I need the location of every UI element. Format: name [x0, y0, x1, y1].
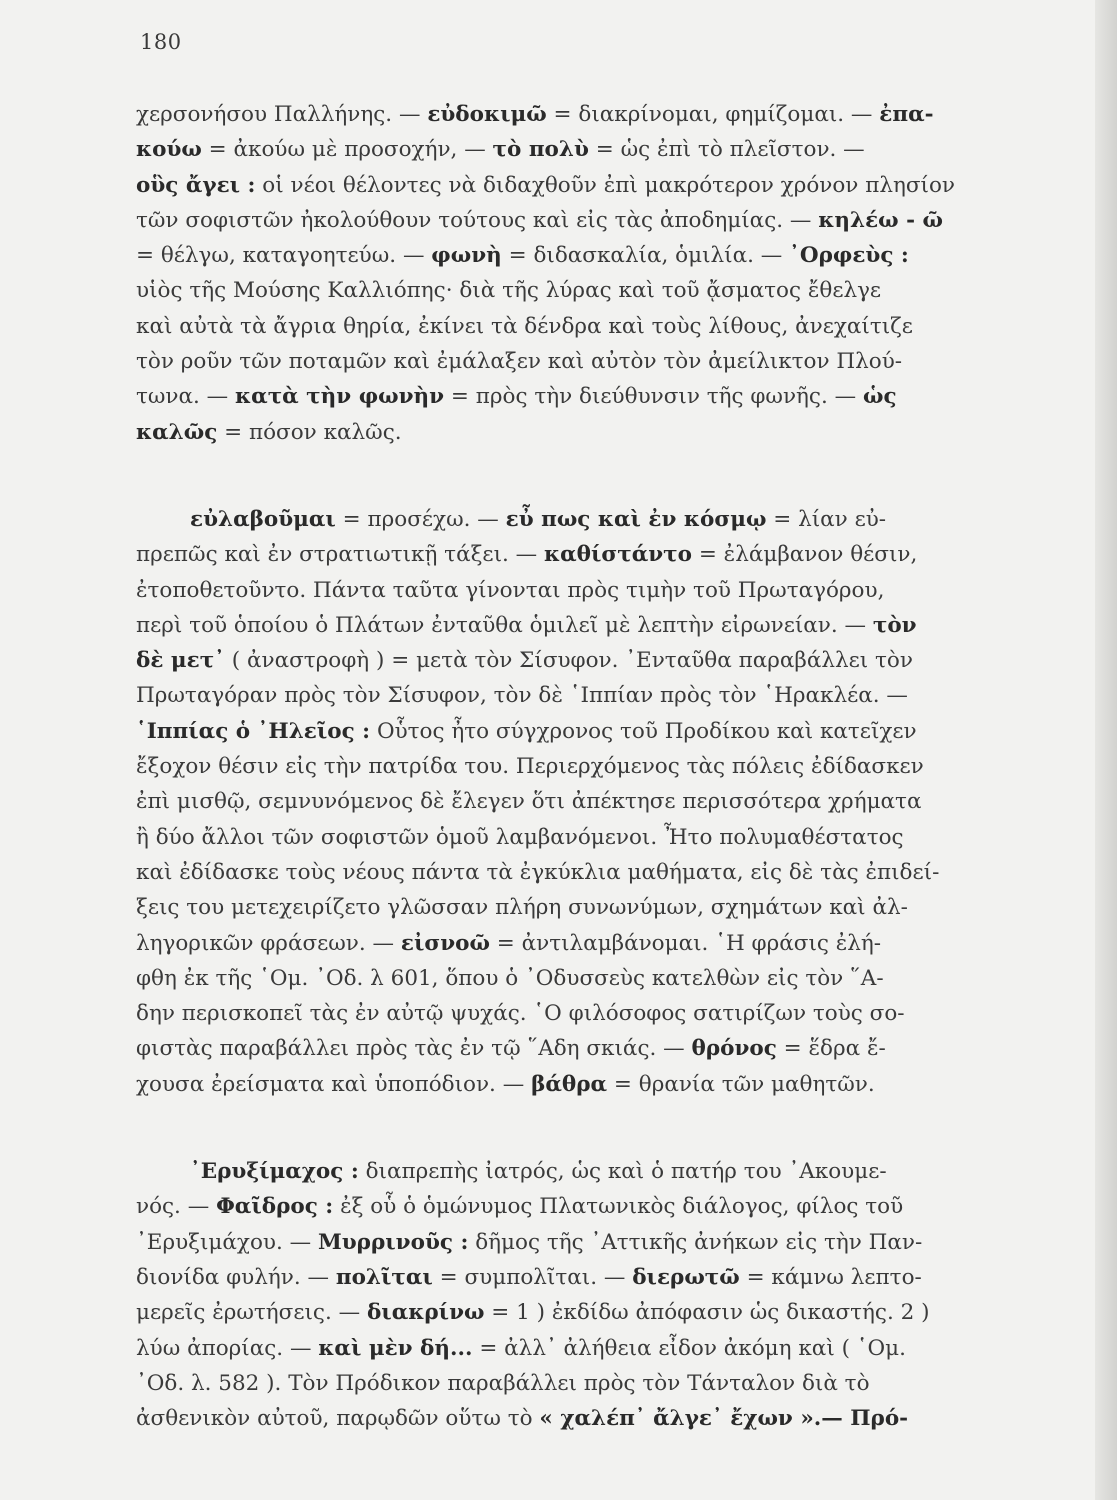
gloss-text: φθη ἐκ τῆς ῾Ομ. ᾿Οδ. λ 601, ὅπου ὁ ᾿Οδυσσεὺς κατελθὼν εἰς τὸν ῞Α- — [136, 965, 884, 991]
headword: εὖ πως καὶ ἐν κόσμῳ — [505, 506, 767, 532]
gloss-text: = ἕδρα ἔ- — [776, 1036, 886, 1062]
text-line — [136, 820, 980, 855]
text-line — [136, 1031, 980, 1066]
text-line — [136, 1260, 980, 1295]
gloss-text: ᾿Οδ. λ. 582 ). Τὸν Πρόδικον παραβάλλει πρὸς τὸν Τάνταλον διὰ τὸ — [136, 1370, 870, 1396]
gloss-text: = ἀντιλαμβάνομαι. ῾Η φράσις ἐλή- — [489, 930, 882, 956]
gloss-text: ἢ δύο ἄλλοι τῶν σοφιστῶν ὁμοῦ λαμβανόμενοι. Ἦτο πολυμαθέστατος — [136, 824, 904, 850]
headword: φωνὴ — [431, 243, 502, 269]
headword: διακρίνω — [366, 1300, 485, 1326]
gloss-text: δῆμος τῆς ᾿Αττικῆς ἀνήκων εἰς τὴν Παν- — [468, 1229, 923, 1255]
gloss-text: περὶ τοῦ ὁποίου ὁ Πλάτων ἐνταῦθα ὁμιλεῖ μὲ λεπτὴν εἰρωνείαν. — — [136, 612, 873, 638]
gloss-text: ξεις του μετεχειρίζετο γλῶσσαν πλήρη συνωνύμων, σχημάτων καὶ ἀλ- — [136, 895, 908, 921]
text-line — [136, 415, 980, 450]
gloss-text: ἐτοποθετοῦντο. Πάντα ταῦτα γίνονται πρὸς τιμὴν τοῦ Πρωταγόρου, — [136, 577, 885, 603]
gloss-text: ᾿Ερυξιμάχου. — — [136, 1229, 318, 1255]
headword: πολῖται — [335, 1264, 433, 1290]
gloss-text: = πόσον καλῶς. — [217, 419, 402, 445]
headword: τὸν — [872, 612, 917, 638]
text-line — [136, 1189, 980, 1224]
text-line — [136, 1401, 980, 1436]
headword: καλῶς — [136, 419, 218, 445]
gloss-text: ἀσθενικὸν αὐτοῦ, παρῳδῶν οὕτω τὸ — [136, 1406, 540, 1432]
text-line — [136, 379, 980, 414]
gloss-text: τὸν ροῦν τῶν ποταμῶν καὶ ἐμάλαξεν καὶ αὐτὸν τὸν ἀμείλικτον Πλού- — [136, 349, 903, 375]
gloss-text: = 1 ) ἐκδίδω ἀπόφασιν ὡς δικαστής. 2 ) — [484, 1300, 930, 1326]
gloss-text: = πρὸς τὴν διεύθυνσιν τῆς φωνῆς. — — [444, 384, 863, 410]
text-line — [136, 643, 980, 678]
headword: ὡς — [862, 384, 897, 410]
paragraph — [136, 97, 980, 450]
gloss-text: ἐξ οὗ ὁ ὁμώνυμος Πλατωνικὸς διάλογος, φίλος τοῦ — [333, 1194, 904, 1220]
text-line — [136, 573, 980, 608]
text-line — [136, 678, 980, 713]
gloss-text: οἱ νέοι θέλοντες νὰ διδαχθοῦν ἐπὶ μακρότερον χρόνον πλησίον — [255, 172, 955, 198]
headword: Φαῖδρος : — [216, 1194, 334, 1220]
text-line — [136, 502, 980, 537]
text-line — [136, 1331, 980, 1366]
gloss-text: = διδασκαλία, ὁμιλία. — — [501, 243, 790, 269]
text-line — [136, 784, 980, 819]
gloss-text: = προσέχω. — — [335, 506, 506, 532]
headword: κηλέω - ῶ — [818, 207, 943, 233]
gloss-text: = κάμνω λεπτο- — [739, 1264, 922, 1290]
text-line — [136, 1067, 980, 1102]
text-line — [136, 996, 980, 1031]
headword: Μυρρινοῦς : — [317, 1229, 469, 1255]
paragraph-gap — [136, 1102, 980, 1154]
gloss-text: καὶ αὐτὰ τὰ ἄγρια θηρία, ἐκίνει τὰ δένδρα καὶ τοὺς λίθους, ἀνεχαίτιζε — [136, 313, 913, 339]
gloss-text: Πρωταγόραν πρὸς τὸν Σίσυφον, τὸν δὲ ῾Ιππίαν πρὸς τὸν ῾Ηρακλέα. — — [136, 683, 908, 709]
gloss-text: υἱὸς τῆς Μούσης Καλλιόπης· διὰ τῆς λύρας καὶ τοῦ ᾄσματος ἔθελγε — [136, 278, 882, 304]
text-line — [136, 344, 980, 379]
gloss-text: = λίαν εὐ- — [766, 506, 887, 532]
text-line — [136, 97, 980, 132]
gloss-text: δην περισκοπεῖ τὰς ἐν αὐτῷ ψυχάς. ῾Ο φιλόσοφος σατιρίζων τοὺς σο- — [136, 1001, 905, 1027]
text-line — [136, 309, 980, 344]
gloss-text: διονίδα φυλήν. — — [136, 1264, 336, 1290]
gloss-text: μερεῖς ἐρωτήσεις. — — [136, 1300, 367, 1326]
paragraph — [136, 1154, 980, 1436]
gloss-text: τωνα. — — [136, 384, 236, 410]
gloss-text: ( ἀναστροφὴ ) = μετὰ τὸν Σίσυφον. ᾿Ενταῦθα παραβάλλει τὸν — [224, 648, 913, 674]
text-line — [136, 537, 980, 572]
gloss-text: = διακρίνομαι, φημίζομαι. — — [546, 102, 880, 127]
text-line — [136, 1154, 980, 1189]
gloss-text: = ἀκούω μὲ προσοχήν, — — [201, 137, 493, 163]
text-line — [136, 273, 980, 308]
text-line — [136, 203, 980, 238]
text-line — [136, 890, 980, 925]
gloss-text: χουσα ἐρείσματα καὶ ὑποπόδιον. — — [136, 1071, 532, 1097]
page-edge-shadow — [1095, 0, 1117, 1500]
headword: ᾿Ορφεὺς : — [789, 243, 909, 269]
gloss-text: Οὗτος ἦτο σύγχρονος τοῦ Προδίκου καὶ κατεῖχεν — [370, 718, 917, 744]
text-block — [136, 97, 980, 1436]
gloss-text: διαπρεπὴς ἰατρός, ὡς καὶ ὁ πατήρ του ᾿Ακουμε- — [358, 1159, 887, 1185]
gloss-text: λύω ἀπορίας. — — [136, 1335, 319, 1361]
headword: εὐλαβοῦμαι — [190, 506, 336, 532]
gloss-text: ληγορικῶν φράσεων. — — [136, 930, 401, 956]
gloss-text: = συμπολῖται. — — [432, 1264, 633, 1290]
text-line — [136, 1225, 980, 1260]
text-line — [136, 1366, 980, 1401]
headword: διερωτῶ — [632, 1264, 740, 1290]
text-line — [136, 926, 980, 961]
gloss-text: πρεπῶς καὶ ἐν στρατιωτικῇ τάξει. — — [136, 542, 544, 568]
headword: δὲ μετ᾿ — [136, 648, 225, 674]
headword: καθίστάντο — [544, 542, 692, 568]
page-number: 180 — [140, 30, 182, 54]
gloss-text: τῶν σοφιστῶν ἠκολούθουν τούτους καὶ εἰς τὰς ἀποδημίας. — — [136, 207, 819, 233]
text-line — [136, 132, 980, 167]
headword: « χαλέπ᾿ ἄλγε᾿ ἔχων ».— Πρό- — [539, 1406, 909, 1432]
gloss-text: = θρανία τῶν μαθητῶν. — [607, 1071, 875, 1097]
headword: ῾Ιππίας ὁ ᾿Ηλεῖος : — [136, 718, 371, 744]
gloss-text: ἔξοχον θέσιν εἰς τὴν πατρίδα του. Περιερχόμενος τὰς πόλεις ἐδίδασκεν — [136, 754, 924, 780]
paragraph-gap — [136, 450, 980, 502]
headword: κούω — [136, 137, 202, 163]
gloss-text: καὶ ἐδίδασκε τοὺς νέους πάντα τὰ ἐγκύκλια μαθήματα, εἰς δὲ τὰς ἐπιδεί- — [136, 859, 940, 885]
headword: ᾿Ερυξίμαχος : — [190, 1159, 359, 1185]
text-line — [136, 608, 980, 643]
gloss-text: = ὡς ἐπὶ τὸ πλεῖστον. — — [588, 137, 865, 163]
text-line — [136, 238, 980, 273]
headword: ἐπα- — [879, 102, 934, 127]
gloss-text: = ἀλλ᾿ ἀλήθεια εἶδον ἀκόμη καὶ ( ῾Ομ. — [472, 1335, 906, 1361]
headword: εἰσνοῶ — [400, 930, 490, 956]
text-line — [136, 168, 980, 203]
gloss-text: φιστὰς παραβάλλει πρὸς τὰς ἐν τῷ ῞Αδη σκιάς. — — [136, 1036, 692, 1062]
text-line — [136, 714, 980, 749]
paragraph — [136, 502, 980, 1102]
gloss-text: νός. — — [136, 1194, 217, 1220]
headword: εὐδοκιμῶ — [427, 102, 547, 127]
headword: θρόνος — [691, 1036, 777, 1062]
headword: κατὰ τὴν φωνὴν — [235, 384, 445, 410]
text-line — [136, 749, 980, 784]
headword: τὸ πολὺ — [492, 137, 589, 163]
headword: βάθρα — [531, 1071, 608, 1097]
gloss-text: χερσονήσου Παλλήνης. — — [136, 102, 428, 127]
text-line — [136, 1295, 980, 1330]
gloss-text: = θέλγω, καταγοητεύω. — — [136, 243, 432, 269]
headword: οὓς ἄγει : — [136, 172, 256, 198]
headword: καὶ μὲν δή... — [318, 1335, 473, 1361]
text-line — [136, 855, 980, 890]
gloss-text: = ἐλάμβανον θέσιν, — [692, 542, 918, 568]
text-line — [136, 961, 980, 996]
gloss-text: ἐπὶ μισθῷ, σεμνυνόμενος δὲ ἔλεγεν ὅτι ἀπέκτησε περισσότερα χρήματα — [136, 789, 922, 815]
